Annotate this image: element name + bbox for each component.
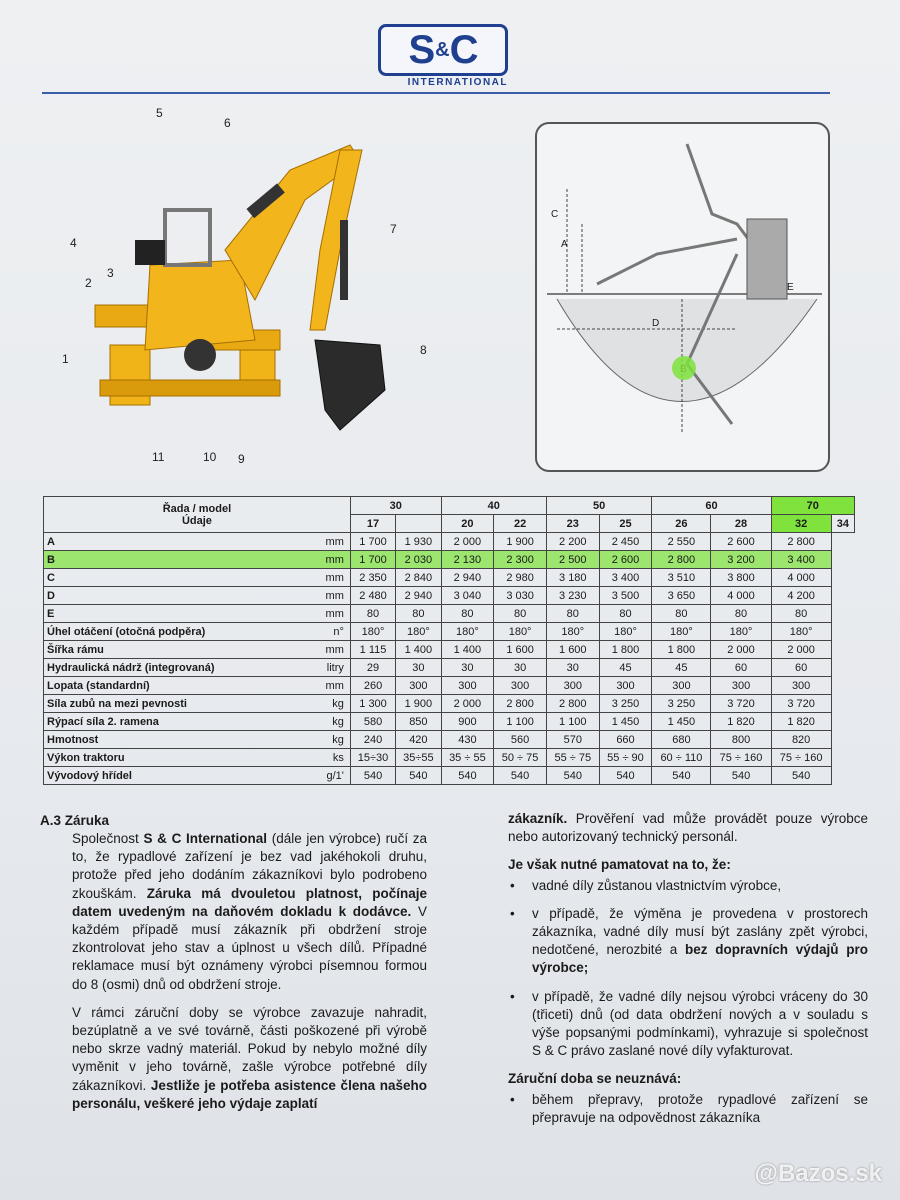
table-cell: 180°	[599, 623, 652, 641]
spec-table	[43, 496, 855, 785]
dim-label-a: A	[561, 239, 568, 250]
header-label-series: Řada / model	[162, 502, 232, 515]
model-28: 28	[711, 515, 771, 533]
model-34: 34	[831, 515, 854, 533]
row-label: A	[44, 533, 309, 551]
table-cell: 1 800	[599, 641, 652, 659]
table-row	[44, 605, 855, 623]
bullet-text: v případě, že vadné díly nejsou výrobci vráceny do 30 (třiceti) dnů (od data obdržení nových a v souladu s výše popsanými podmínkami), vyhrazuje si společnost S & C právo zaslané nové díly vyfakturovat.	[532, 988, 868, 1059]
row-unit: kg	[308, 695, 350, 713]
model-20: 20	[441, 515, 494, 533]
table-cell: 2 550	[652, 533, 711, 551]
row-unit: kg	[308, 731, 350, 749]
table-cell: 180°	[441, 623, 494, 641]
table-cell: 30	[441, 659, 494, 677]
table-cell: 35 ÷ 55	[441, 749, 494, 767]
table-cell: 180°	[711, 623, 771, 641]
table-cell: 3 510	[652, 569, 711, 587]
table-row	[44, 623, 855, 641]
table-cell: 3 200	[711, 551, 771, 569]
table-cell: 3 250	[599, 695, 652, 713]
table-cell: 55 ÷ 90	[599, 749, 652, 767]
table-cell: 4 000	[771, 569, 831, 587]
row-label: B	[44, 551, 309, 569]
table-cell: 2 600	[711, 533, 771, 551]
table-cell: 35÷55	[396, 749, 441, 767]
table-cell: 3 720	[771, 695, 831, 713]
callout-8: 8	[420, 343, 427, 357]
table-cell: 1 600	[494, 641, 547, 659]
table-cell: 2 130	[441, 551, 494, 569]
table-cell: 3 250	[652, 695, 711, 713]
row-unit: mm	[308, 677, 350, 695]
table-cell: 2 600	[599, 551, 652, 569]
table-row	[44, 641, 855, 659]
model-25: 25	[599, 515, 652, 533]
text: Společnost	[72, 831, 144, 846]
table-cell: 2 940	[396, 587, 441, 605]
warranty-right-column	[508, 810, 868, 1137]
callout-3: 3	[107, 266, 114, 280]
row-label: Síla zubů na mezi pevnosti	[44, 695, 309, 713]
table-cell: 300	[546, 677, 599, 695]
row-unit: g/1'	[308, 767, 350, 785]
warranty-paragraph-1	[72, 830, 427, 994]
row-label: Lopata (standardní)	[44, 677, 309, 695]
table-cell: 540	[441, 767, 494, 785]
callout-10: 10	[203, 450, 217, 464]
table-cell: 2 800	[546, 695, 599, 713]
table-row	[44, 695, 855, 713]
table-cell: 60	[771, 659, 831, 677]
table-cell: 30	[494, 659, 547, 677]
row-label: C	[44, 569, 309, 587]
row-unit: mm	[308, 569, 350, 587]
table-cell: 430	[441, 731, 494, 749]
table-cell: 300	[771, 677, 831, 695]
table-cell: 1 100	[494, 713, 547, 731]
table-row	[44, 677, 855, 695]
model-32: 32	[771, 515, 831, 533]
list-item	[508, 877, 868, 895]
dimension-diagram	[535, 122, 830, 472]
exclusions-heading: Záruční doba se neuznává:	[508, 1071, 682, 1087]
bullet-icon: •	[510, 1091, 515, 1107]
series-60: 60	[652, 497, 771, 515]
dim-label-d: D	[652, 318, 660, 329]
table-cell: 570	[546, 731, 599, 749]
callout-6: 6	[224, 116, 231, 130]
bullet-text: vadné díly zůstanou vlastnictvím výrobce,	[532, 877, 782, 893]
table-row	[44, 659, 855, 677]
company-logo	[378, 24, 508, 90]
table-cell: 2 480	[350, 587, 395, 605]
model-26: 26	[652, 515, 711, 533]
text: (dále jen výrobce) ručí za to, že rypadlové zařízení je bez vad jakéhokoli druhu, protože před jeho dodáním zákazníkovi bylo podrobeno zkouškám.	[72, 831, 428, 901]
row-unit: mm	[308, 533, 350, 551]
table-cell: 2 450	[599, 533, 652, 551]
table-cell: 2 940	[441, 569, 494, 587]
table-cell: 1 900	[494, 533, 547, 551]
row-label: Vývodový hřídel	[44, 767, 309, 785]
table-row	[44, 551, 855, 569]
row-unit: litry	[308, 659, 350, 677]
table-cell: 75 ÷ 160	[711, 749, 771, 767]
table-cell: 900	[441, 713, 494, 731]
logo-letter-c: C	[449, 27, 478, 72]
table-cell: 540	[350, 767, 395, 785]
table-cell: 80	[711, 605, 771, 623]
table-cell: 3 030	[494, 587, 547, 605]
logo-letter-s: S	[408, 27, 435, 72]
table-cell: 50 ÷ 75	[494, 749, 547, 767]
table-cell: 80	[546, 605, 599, 623]
list-item	[508, 988, 868, 1061]
text: V rámci záruční doby se výrobce zavazuje nahradit, bezúplatně a ve své továrně, části poškozené při výrobě nebo skrze vadný materiál. Pokud by nebylo možné díly vyměnit v jeho továrně, zašle výrobce potřebné díly zákazníkovi.	[72, 1004, 427, 1093]
table-cell: 1 400	[396, 641, 441, 659]
table-cell: 850	[396, 713, 441, 731]
table-cell: 300	[396, 677, 441, 695]
row-label: Výkon traktoru	[44, 749, 309, 767]
spec-table-body	[44, 533, 855, 785]
table-cell: 75 ÷ 160	[771, 749, 831, 767]
series-70: 70	[771, 497, 854, 515]
model-23: 23	[546, 515, 599, 533]
table-cell: 3 720	[711, 695, 771, 713]
warranty-paragraph-3	[508, 810, 868, 846]
row-label: Šířka rámu	[44, 641, 309, 659]
table-cell: 1 450	[652, 713, 711, 731]
callout-4: 4	[70, 236, 77, 250]
table-cell: 80	[599, 605, 652, 623]
model-17: 17	[350, 515, 395, 533]
row-unit: mm	[308, 641, 350, 659]
table-cell: 80	[652, 605, 711, 623]
table-cell: 3 230	[546, 587, 599, 605]
assistance-note: Jestliže je potřeba asistence člena našeho personálu, veškeré jeho výdaje zaplatí	[72, 1077, 427, 1111]
table-cell: 1 600	[546, 641, 599, 659]
table-cell: 80	[350, 605, 395, 623]
logo-mark	[378, 24, 508, 76]
callout-5: 5	[156, 106, 163, 120]
shipping-note: bez dopravních výdajů pro výrobce;	[532, 942, 869, 976]
highlight-marker	[672, 356, 696, 380]
logo-subtitle: INTERNATIONAL	[407, 77, 508, 88]
table-cell: 540	[599, 767, 652, 785]
table-cell: 1 930	[396, 533, 441, 551]
table-row	[44, 713, 855, 731]
dim-label-e: E	[787, 282, 794, 293]
table-row	[44, 749, 855, 767]
table-cell: 30	[546, 659, 599, 677]
text: Prověření vad může provádět pouze výrobce nebo autorizovaný technický personál.	[508, 811, 868, 845]
header-rule	[42, 92, 830, 94]
table-cell: 180°	[771, 623, 831, 641]
table-cell: 2 300	[494, 551, 547, 569]
table-cell: 1 300	[350, 695, 395, 713]
table-cell: 55 ÷ 75	[546, 749, 599, 767]
table-cell: 80	[494, 605, 547, 623]
row-unit: ks	[308, 749, 350, 767]
row-unit: n°	[308, 623, 350, 641]
row-label: Hmotnost	[44, 731, 309, 749]
table-cell: 80	[441, 605, 494, 623]
table-row	[44, 767, 855, 785]
table-cell: 60	[711, 659, 771, 677]
table-cell: 2 030	[396, 551, 441, 569]
table-cell: 3 400	[599, 569, 652, 587]
callout-1: 1	[62, 352, 69, 366]
row-label: Rýpací síla 2. ramena	[44, 713, 309, 731]
table-cell: 1 800	[652, 641, 711, 659]
table-cell: 2 980	[494, 569, 547, 587]
customer-word: zákazník.	[508, 811, 568, 826]
table-cell: 4 000	[711, 587, 771, 605]
table-cell: 2 000	[441, 695, 494, 713]
bullet-icon: •	[510, 988, 515, 1004]
table-cell: 2 800	[494, 695, 547, 713]
table-cell: 3 040	[441, 587, 494, 605]
table-cell: 1 100	[546, 713, 599, 731]
bullet-text: během přepravy, protože rypadlové zařízení se přepravuje na odpovědnost zákazníka	[532, 1091, 868, 1125]
table-cell: 540	[652, 767, 711, 785]
table-cell: 540	[546, 767, 599, 785]
table-cell: 580	[350, 713, 395, 731]
section-heading: A.3 Záruka	[40, 813, 110, 828]
series-header-row	[44, 497, 855, 515]
table-cell: 180°	[350, 623, 395, 641]
table-cell: 1 700	[350, 551, 395, 569]
table-cell: 180°	[652, 623, 711, 641]
table-cell: 3 400	[771, 551, 831, 569]
row-unit: kg	[308, 713, 350, 731]
bullet-text	[532, 905, 868, 978]
callout-9: 9	[238, 452, 245, 466]
table-cell: 300	[652, 677, 711, 695]
list-item	[508, 1091, 868, 1127]
table-cell: 300	[711, 677, 771, 695]
row-label: E	[44, 605, 309, 623]
table-cell: 420	[396, 731, 441, 749]
row-unit: mm	[308, 605, 350, 623]
table-cell: 660	[599, 731, 652, 749]
warranty-left-column	[72, 830, 427, 1123]
warranty-paragraph-2	[72, 1004, 427, 1113]
callout-7: 7	[390, 222, 397, 236]
series-30: 30	[350, 497, 441, 515]
table-cell: 2 000	[771, 641, 831, 659]
table-cell: 1 450	[599, 713, 652, 731]
table-cell: 2 800	[771, 533, 831, 551]
callout-11: 11	[152, 450, 165, 464]
table-corner-header	[44, 497, 351, 533]
text: V každém případě musí zákazník při obdržení stroje zkontrolovat jeho stav a úplnost u všech dílů. Případné reklamace musí být oznámeny výrobci písemnou formou do 8 (osmi) dnů od obdržení stroje.	[72, 903, 427, 992]
company-name: S & C International	[143, 831, 268, 846]
header-label-data: Údaje	[181, 514, 212, 527]
row-label: D	[44, 587, 309, 605]
table-cell: 180°	[494, 623, 547, 641]
table-cell: 800	[711, 731, 771, 749]
list-item	[508, 905, 868, 978]
bullet-icon: •	[510, 905, 515, 921]
table-cell: 15÷30	[350, 749, 395, 767]
model-22: 22	[494, 515, 547, 533]
table-cell: 2 500	[546, 551, 599, 569]
series-40: 40	[441, 497, 546, 515]
table-cell: 80	[396, 605, 441, 623]
table-cell: 3 650	[652, 587, 711, 605]
bullet-icon: •	[510, 877, 515, 893]
dim-label-c: C	[551, 209, 559, 220]
table-cell: 1 820	[771, 713, 831, 731]
table-row	[44, 569, 855, 587]
model-empty	[396, 515, 441, 533]
table-cell: 1 400	[441, 641, 494, 659]
row-label: Úhel otáčení (otočná podpěra)	[44, 623, 309, 641]
warranty-period: Záruka má dvouletou platnost, počínaje datem uvedeným na daňovém dokladu k dodávce.	[72, 885, 427, 919]
table-cell: 240	[350, 731, 395, 749]
table-cell: 540	[494, 767, 547, 785]
backhoe-illustration	[40, 100, 470, 470]
table-cell: 540	[396, 767, 441, 785]
table-cell: 560	[494, 731, 547, 749]
table-cell: 2 350	[350, 569, 395, 587]
callout-2: 2	[85, 276, 92, 290]
logo-ampersand: &	[435, 38, 449, 61]
table-cell: 2 000	[441, 533, 494, 551]
table-cell: 180°	[396, 623, 441, 641]
table-cell: 300	[494, 677, 547, 695]
table-cell: 1 115	[350, 641, 395, 659]
watermark: @Bazos.sk	[754, 1160, 882, 1187]
table-cell: 3 180	[546, 569, 599, 587]
table-cell: 2 800	[652, 551, 711, 569]
row-unit: mm	[308, 587, 350, 605]
table-row	[44, 731, 855, 749]
table-cell: 80	[771, 605, 831, 623]
table-cell: 45	[652, 659, 711, 677]
table-cell: 2 000	[711, 641, 771, 659]
table-cell: 300	[441, 677, 494, 695]
table-cell: 680	[652, 731, 711, 749]
table-row	[44, 533, 855, 551]
table-cell: 3 500	[599, 587, 652, 605]
table-cell: 260	[350, 677, 395, 695]
conditions-heading: Je však nutné pamatovat na to, že:	[508, 857, 731, 873]
dimension-drawing	[537, 124, 830, 472]
table-cell: 2 200	[546, 533, 599, 551]
table-cell: 540	[771, 767, 831, 785]
table-cell: 1 700	[350, 533, 395, 551]
table-cell: 60 ÷ 110	[652, 749, 711, 767]
table-cell: 300	[599, 677, 652, 695]
table-cell: 2 840	[396, 569, 441, 587]
text: v případě, že výměna je provedena v prostorech zákazníka, vadné díly musí být zaslány zpět výrobci, nedotčené, nerozbité a	[532, 905, 868, 958]
table-cell: 45	[599, 659, 652, 677]
row-label: Hydraulická nádrž (integrovaná)	[44, 659, 309, 677]
backhoe-drawing	[40, 100, 470, 470]
table-cell: 29	[350, 659, 395, 677]
row-unit: mm	[308, 551, 350, 569]
table-cell: 180°	[546, 623, 599, 641]
table-cell: 820	[771, 731, 831, 749]
table-cell: 540	[711, 767, 771, 785]
table-cell: 30	[396, 659, 441, 677]
table-cell: 1 900	[396, 695, 441, 713]
table-cell: 3 800	[711, 569, 771, 587]
series-50: 50	[546, 497, 651, 515]
table-cell: 4 200	[771, 587, 831, 605]
table-cell: 1 820	[711, 713, 771, 731]
table-row	[44, 587, 855, 605]
